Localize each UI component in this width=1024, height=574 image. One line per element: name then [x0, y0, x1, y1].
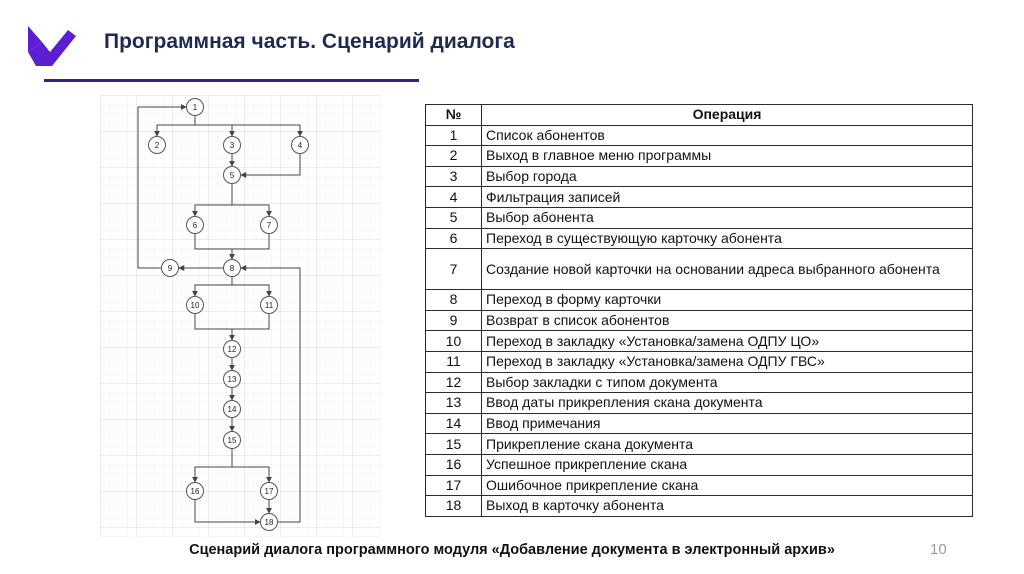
row-operation: Выход в карточку абонента: [482, 496, 973, 517]
row-operation: Выбор города: [482, 166, 973, 187]
table-row: [426, 413, 973, 434]
row-number: 4: [426, 187, 482, 208]
diagram-node: [261, 514, 278, 531]
diagram-node: [187, 483, 204, 500]
slide-caption: Сценарий диалога программного модуля «Добавление документа в электронный архив»: [189, 542, 835, 558]
row-operation: Возврат в список абонентов: [482, 310, 973, 331]
table-header-row: [426, 105, 973, 126]
node-label: 3: [229, 141, 235, 150]
node-label: 5: [229, 171, 235, 180]
row-number: 7: [426, 249, 482, 290]
page-number: 10: [930, 541, 947, 558]
table-row: [426, 351, 973, 372]
diagram-node: [149, 137, 166, 154]
diagram-node: [261, 297, 278, 314]
diagram-node: [292, 137, 309, 154]
table-row: [426, 207, 973, 228]
node-label: 6: [192, 221, 198, 230]
row-operation: Выбор закладки с типом документа: [482, 372, 973, 393]
table-row: [426, 434, 973, 455]
row-number: 12: [426, 372, 482, 393]
row-operation: Ввод даты прикрепления скана документа: [482, 393, 973, 414]
logo-icon: [24, 22, 78, 68]
diagram-node: [224, 260, 241, 277]
row-operation: Прикрепление скана документа: [482, 434, 973, 455]
row-operation: Список абонентов: [482, 125, 973, 146]
table-row: [426, 125, 973, 146]
table-row: [426, 249, 973, 290]
diagram-node: [224, 137, 241, 154]
title-underline: [44, 79, 419, 82]
row-number: 17: [426, 475, 482, 496]
diagram-node: [261, 483, 278, 500]
row-operation: Ошибочное прикрепление скана: [482, 475, 973, 496]
row-operation: Выход в главное меню программы: [482, 146, 973, 167]
row-number: 2: [426, 146, 482, 167]
table-row: [426, 475, 973, 496]
row-number: 14: [426, 413, 482, 434]
diagram-node: [261, 217, 278, 234]
table-row: [426, 331, 973, 352]
node-label: 14: [227, 405, 237, 414]
node-label: 7: [266, 221, 272, 230]
row-operation: Переход в форму карточки: [482, 290, 973, 311]
row-number: 10: [426, 331, 482, 352]
node-label: 16: [190, 487, 200, 496]
row-operation: Переход в существующую карточку абонента: [482, 228, 973, 249]
page-title: Программная часть. Сценарий диалога: [104, 30, 515, 53]
row-operation: Переход в закладку «Установка/замена ОДПУ ЦО»: [482, 331, 973, 352]
row-operation: Фильтрация записей: [482, 187, 973, 208]
row-number: 15: [426, 434, 482, 455]
column-header-number: №: [426, 105, 482, 126]
table-row: [426, 454, 973, 475]
row-number: 5: [426, 207, 482, 228]
row-number: 18: [426, 496, 482, 517]
table-row: [426, 372, 973, 393]
row-operation: Успешное прикрепление скана: [482, 454, 973, 475]
node-label: 8: [229, 264, 235, 273]
node-label: 10: [190, 301, 200, 310]
node-label: 13: [227, 375, 237, 384]
row-number: 13: [426, 393, 482, 414]
row-number: 1: [426, 125, 482, 146]
node-label: 9: [167, 264, 173, 273]
node-label: 11: [264, 301, 274, 310]
diagram-node: [224, 341, 241, 358]
table-row: [426, 310, 973, 331]
table-row: [426, 166, 973, 187]
diagram-node: [187, 297, 204, 314]
node-label: 18: [264, 518, 274, 527]
diagram-node: [224, 371, 241, 388]
row-number: 11: [426, 351, 482, 372]
row-operation: Ввод примечания: [482, 413, 973, 434]
row-number: 8: [426, 290, 482, 311]
operations-table: [425, 104, 973, 517]
diagram-node: [162, 260, 179, 277]
table-row: [426, 146, 973, 167]
row-number: 9: [426, 310, 482, 331]
operations-table-body: [426, 125, 973, 516]
table-row: [426, 187, 973, 208]
row-operation: Создание новой карточки на основании адреса выбранного абонента: [482, 249, 973, 290]
node-label: 12: [227, 345, 237, 354]
node-label: 15: [227, 436, 237, 445]
node-label: 4: [297, 141, 303, 150]
diagram-node: [224, 432, 241, 449]
node-label: 2: [154, 141, 160, 150]
column-header-operation: Операция: [482, 105, 973, 126]
diagram-node: [224, 167, 241, 184]
row-number: 3: [426, 166, 482, 187]
table-row: [426, 290, 973, 311]
flow-diagram: [100, 95, 380, 537]
diagram-node: [224, 401, 241, 418]
table-row: [426, 228, 973, 249]
table-row: [426, 496, 973, 517]
row-number: 6: [426, 228, 482, 249]
diagram-node: [187, 217, 204, 234]
row-number: 16: [426, 454, 482, 475]
diagram-node: [187, 99, 204, 116]
node-label: 17: [264, 487, 274, 496]
table-row: [426, 393, 973, 414]
row-operation: Выбор абонента: [482, 207, 973, 228]
row-operation: Переход в закладку «Установка/замена ОДПУ ГВС»: [482, 351, 973, 372]
node-label: 1: [192, 103, 198, 112]
